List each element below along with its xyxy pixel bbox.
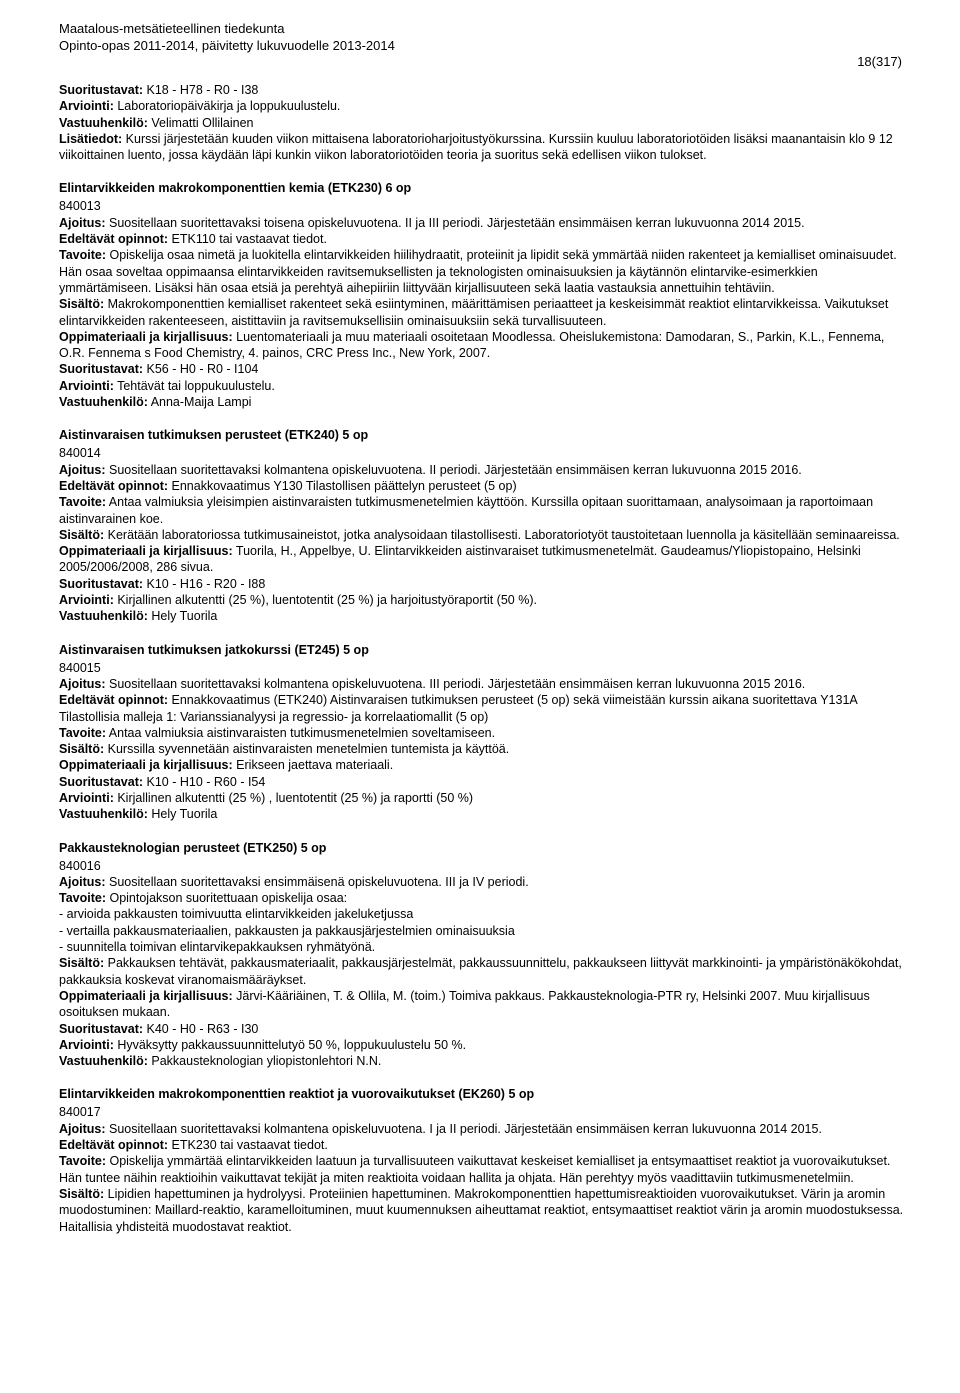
field-label: Ajoitus: — [59, 874, 106, 889]
previous-course-tail — [59, 82, 909, 163]
course-detail-line — [59, 1137, 909, 1153]
field-value: Luentomateriaali ja muu materiaali osoitetaan Moodlessa. Oheislukemistona: Damodaran, S., Parkin, K.L., Fennema, O.R. Fennema s Food Chemistry, 4. painos, CRC Press Inc., New York, 2007. — [59, 329, 885, 361]
field-value: Suositellaan suoritettavaksi kolmantena opiskeluvuotena. I ja II periodi. Järjestetään ensimmäisen kerran lukuvuonna 2014 2015. — [105, 1121, 822, 1136]
field-value: Järvi-Kääriäinen, T. & Ollila, M. (toim.) Toimiva pakkaus. Pakkausteknologia-PTR ry, Helsinki 2007. Muu kirjallisuus osoituksen mukaan. — [59, 988, 870, 1020]
course-detail-line — [59, 790, 909, 806]
field-label: Oppimateriaali ja kirjallisuus: — [59, 329, 233, 344]
field-value: K10 - H16 - R20 - I88 — [143, 576, 266, 591]
field-label: Edeltävät opinnot: — [59, 478, 169, 493]
course-detail-line — [59, 725, 909, 741]
course-code: 840013 — [59, 199, 101, 214]
field-label: Suoritustavat: — [59, 774, 144, 789]
field-value: Antaa valmiuksia aistinvaraisten tutkimusmenetelmien soveltamiseen. — [106, 725, 496, 740]
course-detail-line — [59, 923, 909, 939]
course-block — [59, 840, 909, 1070]
course-detail-line — [59, 906, 909, 922]
course-detail-line — [59, 874, 909, 890]
course-detail-line — [59, 478, 909, 494]
field-value: - suunnitella toimivan elintarvikepakkauksen ryhmätyönä. — [59, 940, 376, 955]
field-value: Tuorila, H., Appelbye, U. Elintarvikkeiden aistinvaraiset tutkimusmenetelmät. Gaudeamus/Yliopistopaino, Helsinki 2005/2006/2008, 286 sivua. — [59, 544, 861, 575]
field-label: Ajoitus: — [59, 1121, 106, 1136]
field-label: Tavoite: — [59, 248, 106, 263]
field-label: Oppimateriaali ja kirjallisuus: — [59, 544, 233, 559]
field-label: Ajoitus: — [59, 676, 106, 691]
course-detail-line — [59, 692, 909, 725]
field-label: Tavoite: — [59, 725, 106, 740]
page-header — [59, 20, 395, 54]
field-label: Sisältö: — [59, 742, 105, 757]
course-title: Aistinvaraisen tutkimuksen jatkokurssi (ET245) 5 op — [59, 642, 369, 657]
field-value: Erikseen jaettava materiaali. — [232, 758, 394, 773]
field-label: Sisältö: — [59, 1186, 105, 1201]
field-label: Sisältö: — [59, 956, 105, 971]
field-label: Oppimateriaali ja kirjallisuus: — [59, 988, 233, 1003]
course-detail-line — [59, 231, 909, 247]
field-label: Tavoite: — [59, 495, 106, 510]
intro-line: Arviointi: Laboratoriopäiväkirja ja loppukuulustelu. — [59, 99, 341, 114]
course-detail-line — [59, 394, 909, 410]
field-label: Suoritustavat: — [59, 576, 144, 591]
course-code: 840015 — [59, 660, 101, 675]
field-value: K56 - H0 - R0 - I104 — [143, 362, 259, 377]
course-block — [59, 180, 909, 410]
course-detail-line — [59, 247, 909, 296]
field-label: Arviointi: — [59, 378, 114, 393]
course-title: Aistinvaraisen tutkimuksen perusteet (ETK240) 5 op — [59, 428, 369, 443]
course-detail-line — [59, 1021, 909, 1037]
course-detail-line — [59, 676, 909, 692]
field-value: Opiskelija osaa nimetä ja luokitella elintarvikkeiden hiilihydraatit, proteiinit ja lipidit sekä ymmärtää niiden rakenteet ja kemialliset ominaisuudet. Hän osaa soveltaa oppimaansa elintarvikkeiden ravitsemuksellisten ja teknologisten ominaisuuksien ja käytännön elintarvike-esimerkkien ymmärtämiseen. Lisäksi hän osaa etsiä ja perehtyä aihepiiriin liittyvään kirjallisuuteen sekä laatia vastauksia annettuihin tehtäviin. — [59, 248, 897, 295]
course-block — [59, 1086, 909, 1234]
field-label: Oppimateriaali ja kirjallisuus: — [59, 758, 233, 773]
field-value: Pakkauksen tehtävät, pakkausmateriaalit, pakkausjärjestelmät, pakkaussuunnittelu, pakkaukseen liittyvät markkinointi- ja ympäristönäkökohdat, pakkauksia koskevat viranomaismääräykset. — [59, 956, 902, 987]
field-value: Suositellaan suoritettavaksi kolmantena opiskeluvuotena. II periodi. Järjestetään ensimmäisen kerran lukuvuonna 2015 2016. — [105, 462, 802, 477]
field-label: Arviointi: — [59, 593, 114, 608]
guide-title: Opinto-opas 2011-2014, päivitetty lukuvuodelle 2013-2014 — [59, 38, 395, 53]
field-value: Makrokomponenttien kemialliset rakenteet sekä esiintyminen, määrittämisen periaatteet ja keskeisimmät reaktiot elintarvikkeissa. Vaikutukset elintarvikkeiden rakenteeseen, aistittaviin ja ravitsemuksellisiin ominaisuuksiin sekä turvallisuuteen. — [59, 297, 889, 328]
page-content — [59, 82, 909, 1252]
field-label: Tavoite: — [59, 1154, 106, 1169]
course-detail-line — [59, 576, 909, 592]
field-value: K10 - H10 - R60 - I54 — [143, 774, 266, 789]
course-detail-line — [59, 462, 909, 478]
field-value: Kirjallinen alkutentti (25 %) , luentotentit (25 %) ja raportti (50 %) — [113, 790, 474, 805]
course-title: Elintarvikkeiden makrokomponenttien reaktiot ja vuorovaikutukset (EK260) 5 op — [59, 1087, 535, 1102]
course-detail-line — [59, 1053, 909, 1069]
course-detail-line — [59, 296, 909, 329]
field-value: Lipidien hapettuminen ja hydrolyysi. Proteiinien hapettuminen. Makrokomponenttien hapettumisreaktioiden vuorovaikutukset. Värin ja aromin muodostuminen: Maillard-reaktio, karamelloituminen, muut kuumennuksen aiheuttamat reaktiot, entsymaattiset reaktiot värin ja aromin muodostuksessa. Haitallisia yhdisteitä muodostavat reaktiot. — [59, 1186, 904, 1234]
course-block — [59, 427, 909, 624]
course-title: Elintarvikkeiden makrokomponenttien kemia (ETK230) 6 op — [59, 181, 412, 196]
field-value: Ennakkovaatimus Y130 Tilastollisen päättelyn perusteet (5 op) — [168, 478, 517, 493]
faculty-name: Maatalous-metsätieteellinen tiedekunta — [59, 21, 285, 36]
field-value: Ennakkovaatimus (ETK240) Aistinvaraisen tutkimuksen perusteet (5 op) sekä viimeistään kurssin aikana suoritettava Y131A Tilastollisia malleja 1: Varianssianalyysi ja regressio- ja korrelaatiomallit (5 op) — [59, 693, 858, 724]
course-detail-line — [59, 215, 909, 231]
course-detail-line — [59, 527, 909, 543]
course-detail-line — [59, 494, 909, 527]
field-value: Hyväksytty pakkaussuunnittelutyö 50 %, loppukuulustelu 50 %. — [113, 1037, 467, 1052]
field-label: Sisältö: — [59, 527, 105, 542]
field-label: Vastuuhenkilö: — [59, 807, 148, 822]
course-detail-line — [59, 1186, 909, 1235]
course-detail-line — [59, 608, 909, 624]
field-label: Sisältö: — [59, 297, 105, 312]
field-value: Opiskelija ymmärtää elintarvikkeiden laatuun ja turvallisuuteen vaikuttavat keskeiset kemialliset ja entsymaattiset reaktiot ja vuorovaikutukset. Hän tuntee näihin reaktioihin vaikuttavat tekijät ja miten reaktioita voidaan hallita ja ohjata. Hän perehtyy myös vaadittaviin tutkimusmenetelmiin. — [59, 1154, 891, 1185]
field-value: Kirjallinen alkutentti (25 %), luentotentit (25 %) ja harjoitustyöraportit (50 %). — [113, 593, 537, 608]
field-value: Opintojakson suoritettuaan opiskelija osaa: — [106, 891, 348, 906]
field-label: Edeltävät opinnot: — [59, 693, 169, 708]
course-detail-line — [59, 378, 909, 394]
field-value: - vertailla pakkausmateriaalien, pakkausten ja pakkausjärjestelmien ominaisuuksia — [59, 923, 515, 938]
field-label: Ajoitus: — [59, 462, 106, 477]
course-detail-line — [59, 592, 909, 608]
course-detail-line — [59, 806, 909, 822]
course-detail-line — [59, 988, 909, 1021]
field-value: Suositellaan suoritettavaksi ensimmäisenä opiskeluvuotena. III ja IV periodi. — [105, 874, 529, 889]
field-value: Suositellaan suoritettavaksi toisena opiskeluvuotena. II ja III periodi. Järjestetään ensimmäisen kerran lukuvuonna 2014 2015. — [105, 215, 805, 230]
field-value: Tehtävät tai loppukuulustelu. — [113, 378, 275, 393]
field-value: Pakkausteknologian yliopistonlehtori N.N. — [147, 1054, 382, 1069]
field-label: Edeltävät opinnot: — [59, 232, 169, 247]
field-value: Kurssilla syvennetään aistinvaraisten menetelmien tuntemista ja käyttöä. — [104, 742, 510, 757]
course-code: 840017 — [59, 1105, 101, 1120]
course-list — [59, 180, 909, 1234]
page-number: 18(317) — [857, 54, 902, 69]
field-label: Ajoitus: — [59, 215, 106, 230]
field-value: - arvioida pakkausten toimivuutta elintarvikkeiden jakeluketjussa — [59, 907, 414, 922]
course-detail-line — [59, 757, 909, 773]
course-detail-line — [59, 361, 909, 377]
intro-line: Lisätiedot: Kurssi järjestetään kuuden viikon mittaisena laboratorioharjoitustyökurssina. Kurssiin kuuluu laboratoriotöiden lisäksi maanantaisin klo 9 12 viikoittainen luento, jossa käydään läpi kunkin viikon laboratoriotöiden teoria ja suoritus sekä edellisen viikon tulokset. — [59, 131, 893, 163]
field-value: Hely Tuorila — [147, 807, 218, 822]
field-value: ETK110 tai vastaavat tiedot. — [168, 232, 327, 247]
course-detail-line — [59, 939, 909, 955]
field-value: Antaa valmiuksia yleisimpien aistinvaraisten tutkimusmenetelmien käyttöön. Kurssilla opitaan suorittamaan, analysoimaan ja raportoimaan aistinvarainen koe. — [59, 495, 874, 526]
field-value: Hely Tuorila — [147, 609, 218, 624]
field-label: Vastuuhenkilö: — [59, 1054, 148, 1069]
field-value: ETK230 tai vastaavat tiedot. — [168, 1138, 328, 1153]
course-detail-line — [59, 543, 909, 576]
course-code: 840016 — [59, 858, 101, 873]
field-label: Vastuuhenkilö: — [59, 609, 148, 624]
field-value: K40 - H0 - R63 - I30 — [143, 1021, 259, 1036]
course-detail-line — [59, 774, 909, 790]
course-detail-line — [59, 741, 909, 757]
field-label: Arviointi: — [59, 790, 114, 805]
field-value: Kerätään laboratoriossa tutkimusaineistot, jotka analysoidaan tilastollisesti. Laboratoriotyöt taustoitetaan luennolla ja käsitellään seminaareissa. — [104, 527, 900, 542]
field-label: Edeltävät opinnot: — [59, 1138, 169, 1153]
field-value: Suositellaan suoritettavaksi kolmantena opiskeluvuotena. III periodi. Järjestetään ensimmäisen kerran lukuvuonna 2015 2016. — [105, 676, 806, 691]
field-label: Suoritustavat: — [59, 1021, 144, 1036]
course-detail-line — [59, 329, 909, 362]
course-block — [59, 642, 909, 823]
field-value: Anna-Maija Lampi — [147, 395, 252, 410]
field-label: Arviointi: — [59, 1037, 114, 1052]
course-detail-line — [59, 890, 909, 906]
intro-line: Vastuuhenkilö: Velimatti Ollilainen — [59, 115, 254, 130]
course-detail-line — [59, 1153, 909, 1186]
course-detail-line — [59, 1121, 909, 1137]
intro-line: Suoritustavat: K18 - H78 - R0 - I38 — [59, 83, 259, 97]
course-detail-line — [59, 1037, 909, 1053]
field-label: Tavoite: — [59, 891, 106, 906]
course-title: Pakkausteknologian perusteet (ETK250) 5 op — [59, 840, 327, 855]
field-label: Vastuuhenkilö: — [59, 395, 148, 410]
course-detail-line — [59, 955, 909, 988]
course-code: 840014 — [59, 446, 101, 461]
field-label: Suoritustavat: — [59, 362, 144, 377]
